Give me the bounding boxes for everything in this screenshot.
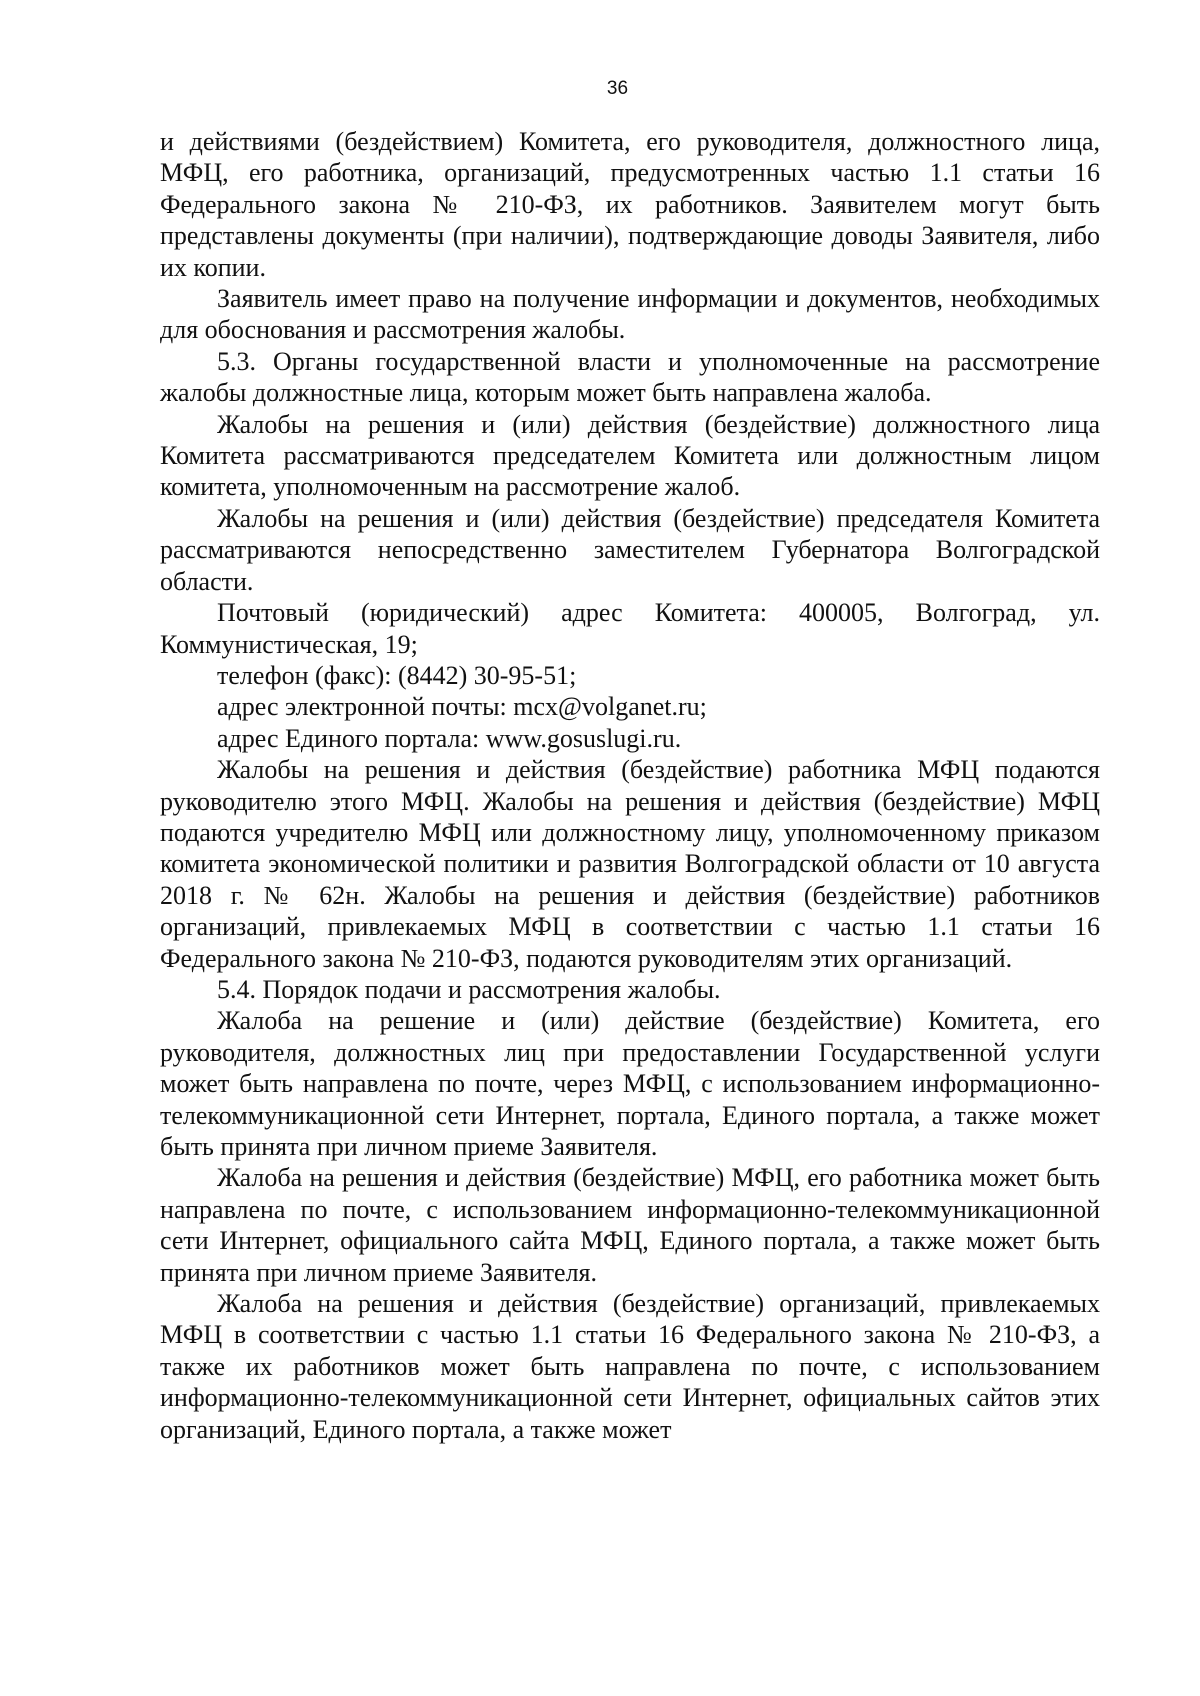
paragraph-mfc-complaints: Жалобы на решения и действия (бездействие) работника МФЦ подаются руководителю этого МФЦ. Жалобы на решения и действия (бездействие) МФЦ подаются учредителю МФЦ или должностному лицу, уполномоченному приказом комитета экономической политики и развития Волгоградской области от 10 августа 2018 г. № 62н. Жалобы на решения и действия (бездействие) работников организаций, привлекаемых МФЦ в соответствии с частью 1.1 статьи 16 Федерального закона № 210-ФЗ, подаются руководителям этих организаций.: [160, 755, 1100, 973]
paragraph-continuation: и действиями (бездействием) Комитета, его руководителя, должностного лица, МФЦ, его работника, организаций, предусмотренных частью 1.1 статьи 16 Федерального закона № 210-ФЗ, их работников. Заявителем могут быть представлены документы (при наличии), подтверждающие доводы Заявителя, либо их копии.: [160, 127, 1100, 282]
paragraph-postal-address: Почтовый (юридический) адрес Комитета: 400005, Волгоград, ул. Коммунистическая, 19;: [160, 598, 1100, 659]
paragraph-organizations-complaint-channels: Жалоба на решения и действия (бездействие) организаций, привлекаемых МФЦ в соответствии с частью 1.1 статьи 16 Федерального закона № 210-ФЗ, а также их работников может быть направлена по почте, с использованием информационно-телекоммуникационной сети Интернет, официальных сайтов этих организаций, Единого портала, а также может: [160, 1289, 1100, 1444]
paragraph-phone: телефон (факс): (8442) 30-95-51;: [217, 660, 577, 690]
paragraph-committee-complaint-channels: Жалоба на решение и (или) действие (бездействие) Комитета, его руководителя, должностных лиц при предоставлении Государственной услуги может быть направлена по почте, через МФЦ, с использованием информационно-телекоммуникационной сети Интернет, портала, Единого портала, а также может быть принята при личном приеме Заявителя.: [160, 1006, 1100, 1161]
page-number: 36: [606, 78, 629, 99]
document-body: [160, 126, 1100, 1445]
paragraph-official-complaints: Жалобы на решения и (или) действия (бездействие) должностного лица Комитета рассматриваются председателем Комитета или должностным лицом комитета, уполномоченным на рассмотрение жалоб.: [160, 409, 1100, 502]
paragraph-chairman-complaints: Жалобы на решения и (или) действия (бездействие) председателя Комитета рассматриваются непосредственно заместителем Губернатора Волгоградской области.: [160, 503, 1100, 596]
paragraph-email: адрес электронной почты: mcx@volganet.ru;: [217, 692, 707, 722]
paragraph-right-to-information: Заявитель имеет право на получение информации и документов, необходимых для обоснования и рассмотрения жалобы.: [160, 284, 1100, 345]
paragraph-mfc-complaint-channels: Жалоба на решения и действия (бездействие) МФЦ, его работника может быть направлена по почте, с использованием информационно-телекоммуникационной сети Интернет, официального сайта МФЦ, Единого портала, а также может быть принята при личном приеме Заявителя.: [160, 1163, 1100, 1287]
paragraph-portal-address: адрес Единого портала: www.gosuslugi.ru.: [217, 723, 682, 753]
section-heading-5-3: 5.3. Органы государственной власти и уполномоченные на рассмотрение жалобы должностные лица, которым может быть направлена жалоба.: [160, 346, 1100, 408]
section-heading-5-4: 5.4. Порядок подачи и рассмотрения жалобы.: [217, 974, 721, 1004]
